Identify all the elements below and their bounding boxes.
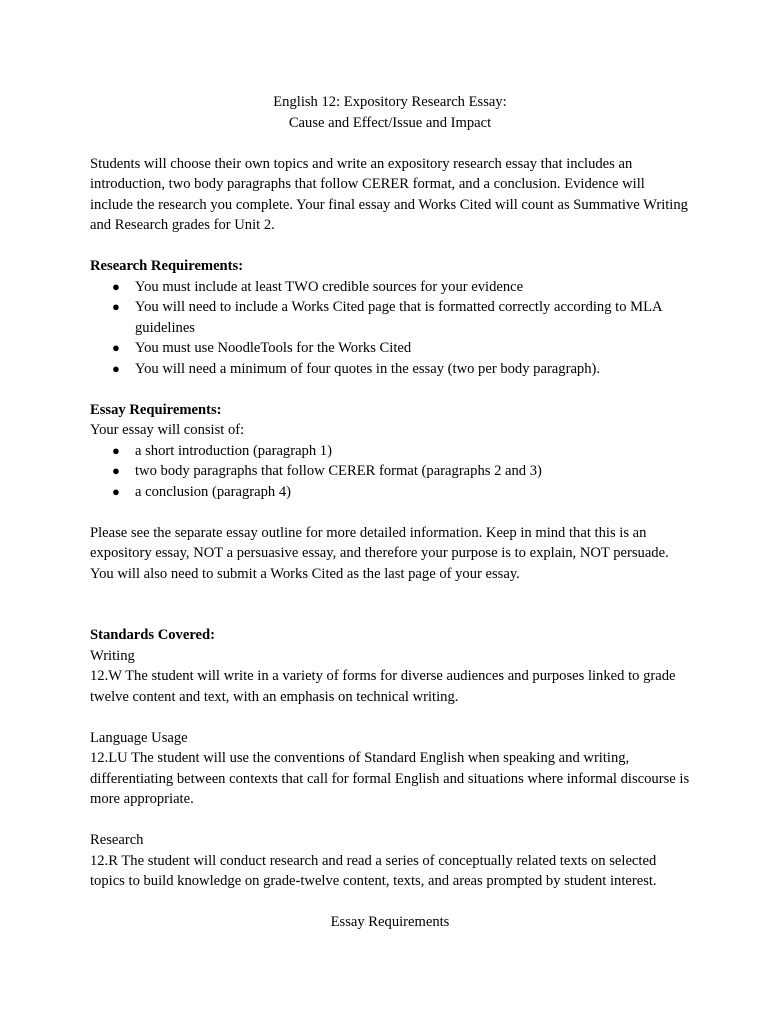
footer-section-title: Essay Requirements <box>330 914 450 930</box>
spacer <box>90 133 690 154</box>
intro-paragraph: Students will choose their own topics and write an expository research essay that includes an introduction, two body paragraphs that follow CERER format, and a conclusion. Evidence will include the research you complete. Your final essay and Works Cited will count as Summative Writing and Research grades for Unit 2. <box>90 155 688 233</box>
list-item-text: a conclusion (paragraph 4) <box>135 483 292 500</box>
list-item <box>90 359 690 380</box>
standard-language-label: Language Usage <box>90 729 188 746</box>
standard-research-text: 12.R The student will conduct research and read a series of conceptually related texts on selected topics to build knowledge on grade-twelve content, texts, and areas prompted by student interest. <box>90 852 657 889</box>
essay-requirements-heading: Essay Requirements: <box>90 401 222 418</box>
list-item-text: You must use NoodleTools for the Works Cited <box>135 340 412 356</box>
spacer <box>90 892 690 913</box>
list-item-text: You will need a minimum of four quotes in the essay (two per body paragraph). <box>135 360 601 377</box>
list-item-text: a short introduction (paragraph 1) <box>135 442 332 459</box>
list-item <box>90 297 690 338</box>
bullet-icon: ● <box>112 278 120 294</box>
spacer <box>90 810 690 831</box>
document-title-line2: Cause and Effect/Issue and Impact <box>288 114 492 131</box>
list-item <box>90 277 690 298</box>
bullet-icon: ● <box>112 340 120 355</box>
list-item <box>90 461 690 482</box>
bullet-icon: ● <box>112 483 120 499</box>
document-page <box>90 92 690 933</box>
list-item-text: You must include at least TWO credible sources for your evidence <box>135 278 524 295</box>
standard-language-text: 12.LU The student will use the conventions of Standard English when speaking and writing, differentiating between contexts that call for formal English and situations where informal discourse is more appropriate. <box>90 750 690 807</box>
spacer <box>90 707 690 728</box>
list-item-text: two body paragraphs that follow CERER format (paragraphs 2 and 3) <box>135 463 542 479</box>
list-item <box>90 441 690 462</box>
list-item <box>90 482 690 503</box>
bullet-icon: ● <box>112 299 120 314</box>
bullet-icon: ● <box>112 360 120 376</box>
standards-heading: Standards Covered: <box>90 627 216 643</box>
research-requirements-heading: Research Requirements: <box>90 258 244 274</box>
essay-requirements-lead: Your essay will consist of: <box>90 422 245 438</box>
bullet-icon: ● <box>112 442 120 458</box>
spacer <box>90 502 690 523</box>
list-item <box>90 338 690 359</box>
list-item-text: You will need to include a Works Cited page that is formatted correctly according to MLA guidelines <box>135 299 662 336</box>
document-title-line1: English 12: Expository Research Essay: <box>273 94 507 110</box>
standard-writing-label: Writing <box>90 647 135 664</box>
standard-writing-text: 12.W The student will write in a variety of forms for diverse audiences and purposes linked to grade twelve content and text, with an emphasis on technical writing. <box>90 668 676 705</box>
bullet-icon: ● <box>112 463 120 478</box>
outline-note-paragraph: Please see the separate essay outline for more detailed information. Keep in mind that this is an expository essay, NOT a persuasive essay, and therefore your purpose is to explain, NOT persuade. You will also need to submit a Works Cited as the last page of your essay. <box>90 524 669 582</box>
spacer <box>90 584 690 625</box>
standard-research-label: Research <box>90 832 144 848</box>
spacer <box>90 379 690 400</box>
essay-requirements-list <box>90 441 690 503</box>
research-requirements-list <box>90 277 690 380</box>
spacer <box>90 236 690 257</box>
